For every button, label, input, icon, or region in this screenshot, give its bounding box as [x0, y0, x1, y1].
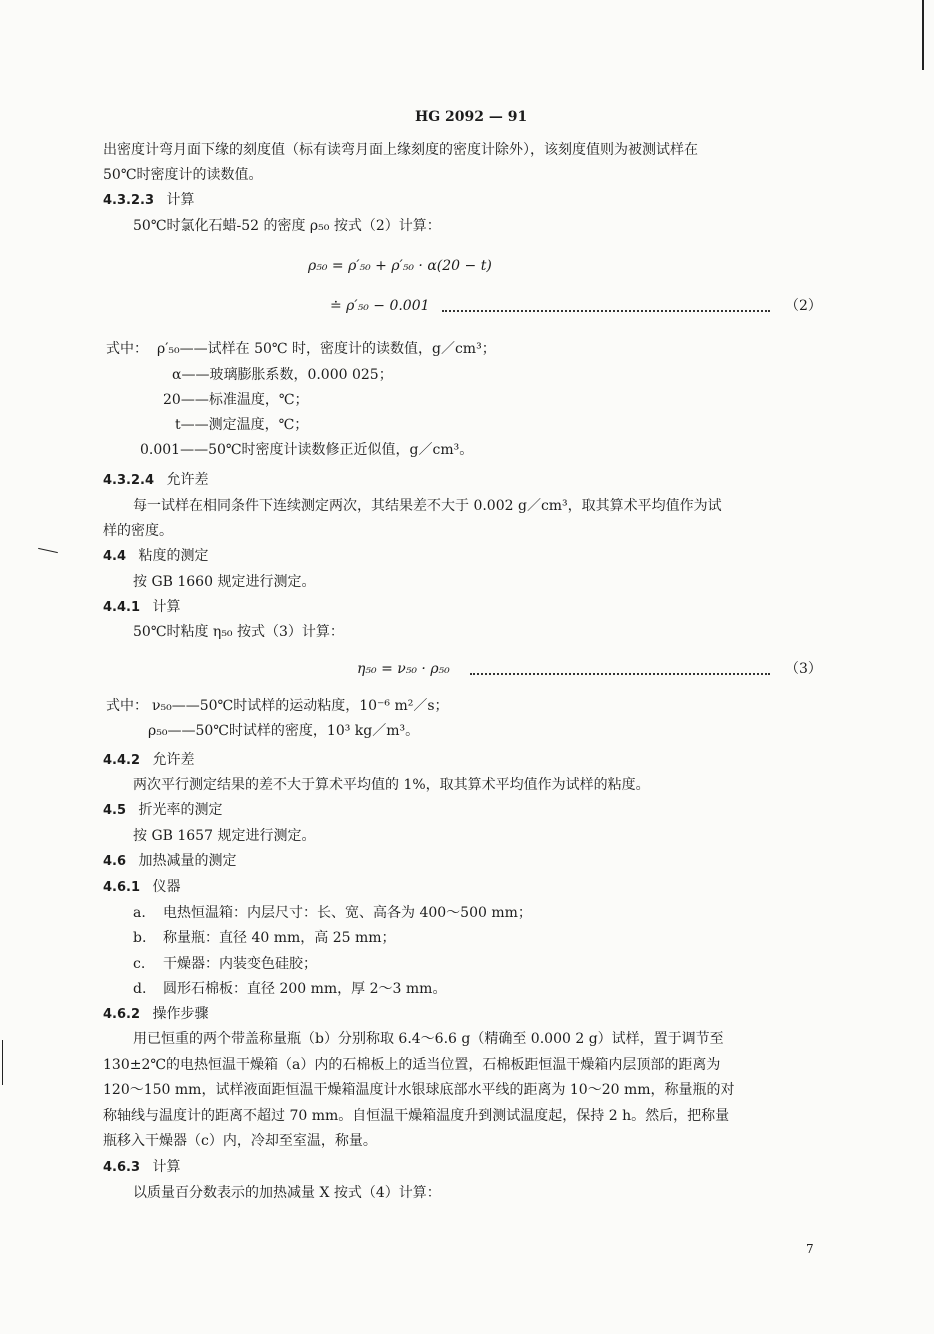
- section-title: 计算: [152, 1159, 181, 1175]
- section-title: 粘度的测定: [138, 548, 209, 564]
- paragraph-line: 120～150 mm，试样液面距恒温干燥箱温度计水银球底部水平线的距离为 10～20 mm，称量瓶的对: [103, 1082, 735, 1098]
- paragraph-line: 以质量百分数表示的加热减量 X 按式（4）计算：: [133, 1185, 441, 1201]
- list-item-key: d.: [133, 981, 147, 997]
- section-heading: [103, 751, 194, 770]
- section-heading: [103, 1005, 208, 1024]
- paragraph-line: 出密度计弯月面下缘的刻度值（标有读弯月面上缘刻度的密度计除外），该刻度值则为被测试样在: [103, 142, 698, 158]
- section-number: 4.6.3: [103, 1160, 141, 1175]
- section-heading: [103, 547, 208, 566]
- section-number: 4.4: [103, 549, 127, 564]
- section-heading: [103, 471, 208, 490]
- section-title: 折光率的测定: [138, 802, 223, 818]
- where-label: 式中：: [106, 698, 148, 714]
- paragraph-line: 50℃时氯化石蜡-52 的密度 ρ₅₀ 按式（2）计算：: [133, 218, 441, 234]
- list-item-key: c.: [133, 956, 146, 972]
- symbol-definition: ρ′₅₀——试样在 50℃ 时，密度计的读数值，g／cm³；: [157, 341, 496, 357]
- list-item-key: b.: [133, 930, 147, 946]
- list-item: [133, 904, 532, 922]
- section-title: 计算: [166, 192, 195, 208]
- page-number: 7: [806, 1242, 814, 1256]
- section-number: 4.6: [103, 854, 127, 869]
- section-title: 允许差: [166, 472, 209, 488]
- section-number: 4.5: [103, 803, 127, 818]
- equation-leader-dots: [442, 308, 770, 312]
- equation-line: ≐ ρ′₅₀ − 0.001: [330, 298, 430, 314]
- list-item-text: 称量瓶：直径 40 mm，高 25 mm；: [163, 930, 396, 946]
- symbol-definition: t——测定温度，℃；: [175, 417, 309, 433]
- scan-mark: [2, 1040, 3, 1085]
- scan-mark: [922, 0, 924, 70]
- list-item-text: 干燥器：内装变色硅胶；: [163, 956, 317, 972]
- paragraph-line: 按 GB 1657 规定进行测定。: [133, 828, 316, 844]
- section-number: 4.3.2.3: [103, 193, 154, 208]
- paragraph-line: 130±2℃的电热恒温干燥箱（a）内的石棉板上的适当位置，石棉板距恒温干燥箱内层顶部的距离为: [103, 1057, 721, 1073]
- paragraph-line: 50℃时粘度 η₅₀ 按式（3）计算：: [133, 624, 344, 640]
- equation-leader-dots: [470, 671, 770, 675]
- list-item-text: 圆形石棉板：直径 200 mm，厚 2～3 mm。: [163, 981, 447, 997]
- section-number: 4.6.2: [103, 1007, 141, 1022]
- where-label: 式中：: [106, 341, 148, 357]
- list-item: [133, 929, 396, 947]
- symbol-definition: 20——标准温度，℃；: [163, 392, 309, 408]
- paragraph-line: 每一试样在相同条件下连续测定两次，其结果差不大于 0.002 g／cm³，取其算术平均值作为试: [133, 498, 722, 514]
- symbol-definition: α——玻璃膨胀系数，0.000 025；: [172, 367, 393, 383]
- section-heading: [103, 878, 180, 897]
- section-number: 4.3.2.4: [103, 473, 154, 488]
- paragraph-line: 样的密度。: [103, 523, 173, 539]
- section-title: 加热减量的测定: [138, 853, 237, 869]
- section-number: 4.4.1: [103, 600, 141, 615]
- page-header: HG 2092 — 91: [415, 109, 528, 125]
- paragraph-line: 瓶移入干燥器（c）内，冷却至室温，称量。: [103, 1133, 377, 1149]
- list-item-key: a.: [133, 905, 146, 921]
- paragraph-line: 称轴线与温度计的距离不超过 70 mm。自恒温干燥箱温度升到测试温度起，保持 2 h。然后，把称量: [103, 1108, 730, 1124]
- paragraph-line: 按 GB 1660 规定进行测定。: [133, 574, 316, 590]
- section-heading: [103, 1158, 180, 1177]
- list-item: [133, 955, 317, 973]
- section-heading: [103, 598, 180, 617]
- equation-line: ρ₅₀ = ρ′₅₀ + ρ′₅₀ · α(20 − t): [308, 258, 492, 274]
- symbol-definition: ρ₅₀——50℃时试样的密度，10³ kg／m³。: [148, 723, 420, 739]
- equation-number: （2）: [785, 298, 822, 314]
- section-title: 允许差: [152, 752, 195, 768]
- list-item: [133, 980, 446, 998]
- symbol-definition: 0.001——50℃时密度计读数修正近似值，g／cm³。: [140, 442, 474, 458]
- paragraph-line: 用已恒重的两个带盖称量瓶（b）分别称取 6.4～6.6 g（精确至 0.000 2 g）试样，置于调节至: [133, 1031, 724, 1047]
- section-heading: [103, 191, 194, 210]
- section-title: 计算: [152, 599, 181, 615]
- scan-mark: [38, 548, 58, 553]
- section-heading: [103, 852, 236, 871]
- list-item-text: 电热恒温箱：内层尺寸：长、宽、高各为 400～500 mm；: [163, 905, 532, 921]
- equation-line: η₅₀ = ν₅₀ · ρ₅₀: [357, 661, 450, 677]
- section-heading: [103, 801, 222, 820]
- equation-number: （3）: [785, 661, 822, 677]
- symbol-definition: ν₅₀——50℃时试样的运动粘度，10⁻⁶ m²／s；: [152, 698, 449, 714]
- section-title: 仪器: [152, 879, 181, 895]
- paragraph-line: 两次平行测定结果的差不大于算术平均值的 1%，取其算术平均值作为试样的粘度。: [133, 777, 650, 793]
- paragraph-line: 50℃时密度计的读数值。: [103, 167, 263, 183]
- section-number: 4.4.2: [103, 753, 141, 768]
- section-number: 4.6.1: [103, 880, 141, 895]
- section-title: 操作步骤: [152, 1006, 209, 1022]
